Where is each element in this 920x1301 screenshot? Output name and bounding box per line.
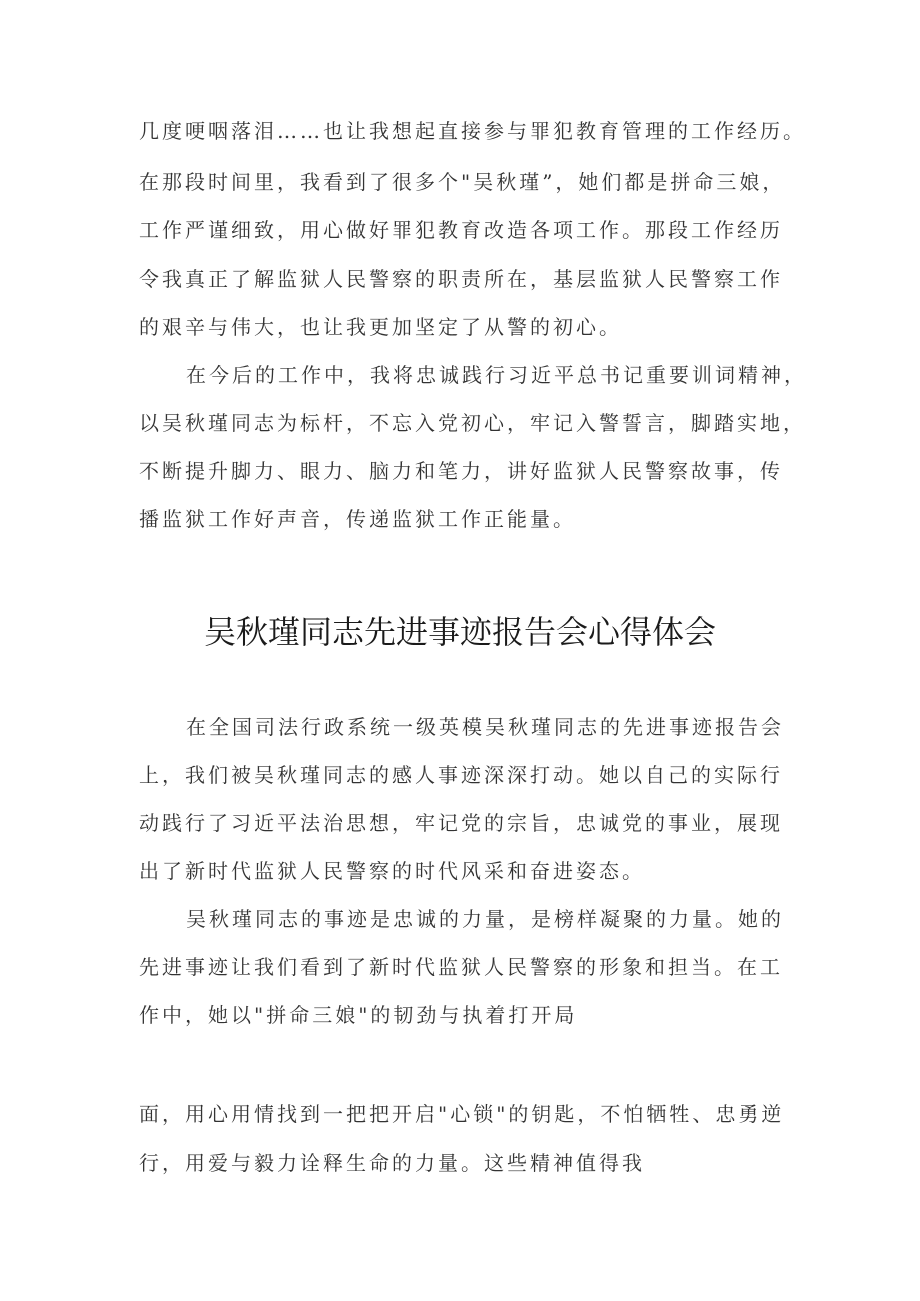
text-line: 不断提升脚力、眼力、脑力和笔力，讲好监狱人民警察故事，传	[139, 459, 783, 483]
text-line: 在那段时间里，我看到了很多个"吴秋瑾”，她们都是拼命三娘，	[139, 170, 786, 194]
text-line: 作中，她以"拼命三娘"的韧劲与执着打开局	[139, 1003, 578, 1027]
text-line: 几度哽咽落泪……也让我想起直接参与罪犯教育管理的工作经历。	[139, 119, 806, 143]
text-line: 先进事迹让我们看到了新时代监狱人民警察的形象和担当。在工	[139, 955, 783, 979]
document-title: 吴秋瑾同志先进事迹报告会心得体会	[203, 613, 716, 651]
text-line: 以吴秋瑾同志为标杆，不忘入党初心，牢记入警誓言，脚踏实地，	[139, 411, 806, 435]
text-line: 在全国司法行政系统一级英模吴秋瑾同志的先进事迹报告会	[186, 715, 784, 739]
text-line: 在今后的工作中，我将忠诚践行习近平总书记重要训词精神，	[186, 363, 807, 387]
text-line: 面，用心用情找到一把把开启"心锁"的钥匙，不怕牺牲、忠勇逆	[139, 1102, 785, 1126]
text-line: 的艰辛与伟大，也让我更加坚定了从警的初心。	[139, 315, 622, 339]
text-line: 播监狱工作好声音，传递监狱工作正能量。	[139, 507, 576, 531]
text-line: 出了新时代监狱人民警察的时代风采和奋进姿态。	[139, 859, 645, 883]
text-line: 吴秋瑾同志的事迹是忠诚的力量，是榜样凝聚的力量。她的	[186, 907, 784, 931]
text-line: 上，我们被吴秋瑾同志的感人事迹深深打动。她以自己的实际行	[139, 763, 783, 787]
text-line: 工作严谨细致，用心做好罪犯教育改造各项工作。那段工作经历	[139, 218, 783, 242]
text-line: 行，用爱与毅力诠释生命的力量。这些精神值得我	[139, 1151, 645, 1175]
text-line: 令我真正了解监狱人民警察的职责所在，基层监狱人民警察工作	[139, 267, 783, 291]
text-line: 动践行了习近平法治思想，牢记党的宗旨，忠诚党的事业，展现	[139, 811, 783, 835]
